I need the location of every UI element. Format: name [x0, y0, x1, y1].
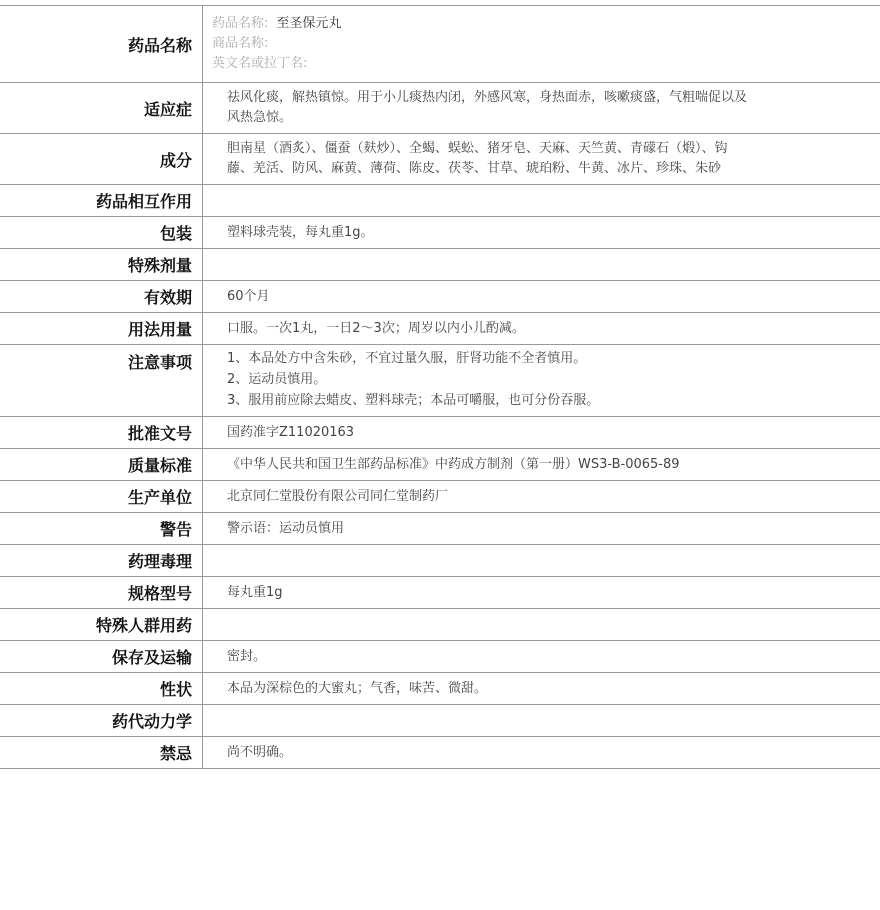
row-value-line: 祛风化痰，解热镇惊。用于小儿痰热内闭，外感风寒，身热面赤，咳嗽痰盛，气粗喘促以及: [227, 90, 748, 105]
row-label: 注意事项: [0, 345, 203, 417]
generic-name-line: [212, 14, 788, 34]
row-value-line: 风热急惊。: [227, 110, 293, 125]
trade-name-key: 商品名称:: [212, 36, 269, 51]
row-label: 药代动力学: [0, 705, 203, 737]
row-value: [203, 185, 880, 217]
row-label: 警告: [0, 513, 203, 545]
row-value: [203, 249, 880, 281]
drug-info-table-body: [0, 6, 880, 769]
trade-name-line: [212, 34, 788, 54]
table-row: [0, 673, 880, 705]
row-value-line: 本品为深棕色的大蜜丸；气香，味苦、微甜。: [227, 681, 488, 696]
row-value: [203, 577, 880, 609]
row-value: [203, 545, 880, 577]
table-row: [0, 737, 880, 769]
row-value-line: 藤、羌活、防风、麻黄、薄荷、陈皮、茯苓、甘草、琥珀粉、牛黄、冰片、珍珠、朱砂: [227, 161, 722, 176]
table-row: [0, 705, 880, 737]
row-value: [203, 217, 880, 249]
row-value-line: 每丸重1g: [227, 585, 283, 600]
row-label: 药理毒理: [0, 545, 203, 577]
row-value-line: 国药准字Z11020163: [227, 425, 355, 440]
row-value-line: 警示语：运动员慎用: [227, 521, 345, 536]
row-value: [203, 513, 880, 545]
latin-name-key: 英文名或拉丁名:: [212, 56, 308, 71]
row-value-line: 3、服用前应除去蜡皮、塑料球壳；本品可嚼服，也可分份吞服。: [227, 393, 600, 408]
row-value-line: 北京同仁堂股份有限公司同仁堂制药厂: [227, 489, 449, 504]
drug-info-table: [0, 5, 880, 769]
row-label: 保存及运输: [0, 641, 203, 673]
row-value-line: 2、运动员慎用。: [227, 372, 327, 387]
row-value: [203, 481, 880, 513]
table-row: [0, 345, 880, 417]
row-label: 特殊剂量: [0, 249, 203, 281]
row-label: 用法用量: [0, 313, 203, 345]
row-value: [203, 83, 880, 134]
latin-name-line: [212, 54, 788, 74]
row-value: [203, 609, 880, 641]
row-value: [203, 449, 880, 481]
row-label: 包装: [0, 217, 203, 249]
row-value-line: 胆南星（酒炙）、僵蚕（麸炒）、全蝎、蜈蚣、猪牙皂、天麻、天竺黄、青礞石（煅）、钩: [227, 141, 728, 156]
row-value: [203, 673, 880, 705]
row-value-line: 1、本品处方中含朱砂，不宜过量久服，肝肾功能不全者慎用。: [227, 351, 587, 366]
row-label: 规格型号: [0, 577, 203, 609]
table-row: [0, 577, 880, 609]
row-value: [203, 641, 880, 673]
table-row: [0, 249, 880, 281]
row-label: 药品相互作用: [0, 185, 203, 217]
table-row: [0, 417, 880, 449]
row-value-line: 塑料球壳装，每丸重1g。: [227, 225, 374, 240]
row-value-line: 口服。一次1丸，一日2～3次；周岁以内小儿酌减。: [227, 321, 525, 336]
row-value-line: 尚不明确。: [227, 745, 293, 760]
row-value: [203, 313, 880, 345]
row-value: [203, 345, 880, 417]
row-value-line: 《中华人民共和国卫生部药品标准》中药成方制剂（第一册）WS3-B-0065-89: [227, 457, 680, 472]
row-value-line: 密封。: [227, 649, 267, 664]
table-row: [0, 641, 880, 673]
table-row: [0, 313, 880, 345]
generic-name-value: 至圣保元丸: [276, 16, 342, 31]
table-row: [0, 83, 880, 134]
row-value: [203, 281, 880, 313]
row-label: 有效期: [0, 281, 203, 313]
drug-name-label: 药品名称: [0, 6, 203, 83]
row-value: [203, 705, 880, 737]
table-row: [0, 481, 880, 513]
table-row: [0, 185, 880, 217]
drug-name-values: [203, 6, 880, 83]
row-value: [203, 417, 880, 449]
table-row: [0, 449, 880, 481]
row-label: 特殊人群用药: [0, 609, 203, 641]
drug-name-row: [0, 6, 880, 83]
generic-name-key: 药品名称:: [212, 16, 269, 31]
table-row: [0, 217, 880, 249]
row-label: 适应症: [0, 83, 203, 134]
table-row: [0, 545, 880, 577]
row-value-line: 60个月: [227, 289, 270, 304]
row-label: 禁忌: [0, 737, 203, 769]
row-label: 成分: [0, 134, 203, 185]
table-row: [0, 281, 880, 313]
row-value: [203, 134, 880, 185]
table-row: [0, 513, 880, 545]
row-label: 性状: [0, 673, 203, 705]
table-row: [0, 609, 880, 641]
row-value: [203, 737, 880, 769]
row-label: 质量标准: [0, 449, 203, 481]
row-label: 生产单位: [0, 481, 203, 513]
row-label: 批准文号: [0, 417, 203, 449]
table-row: [0, 134, 880, 185]
